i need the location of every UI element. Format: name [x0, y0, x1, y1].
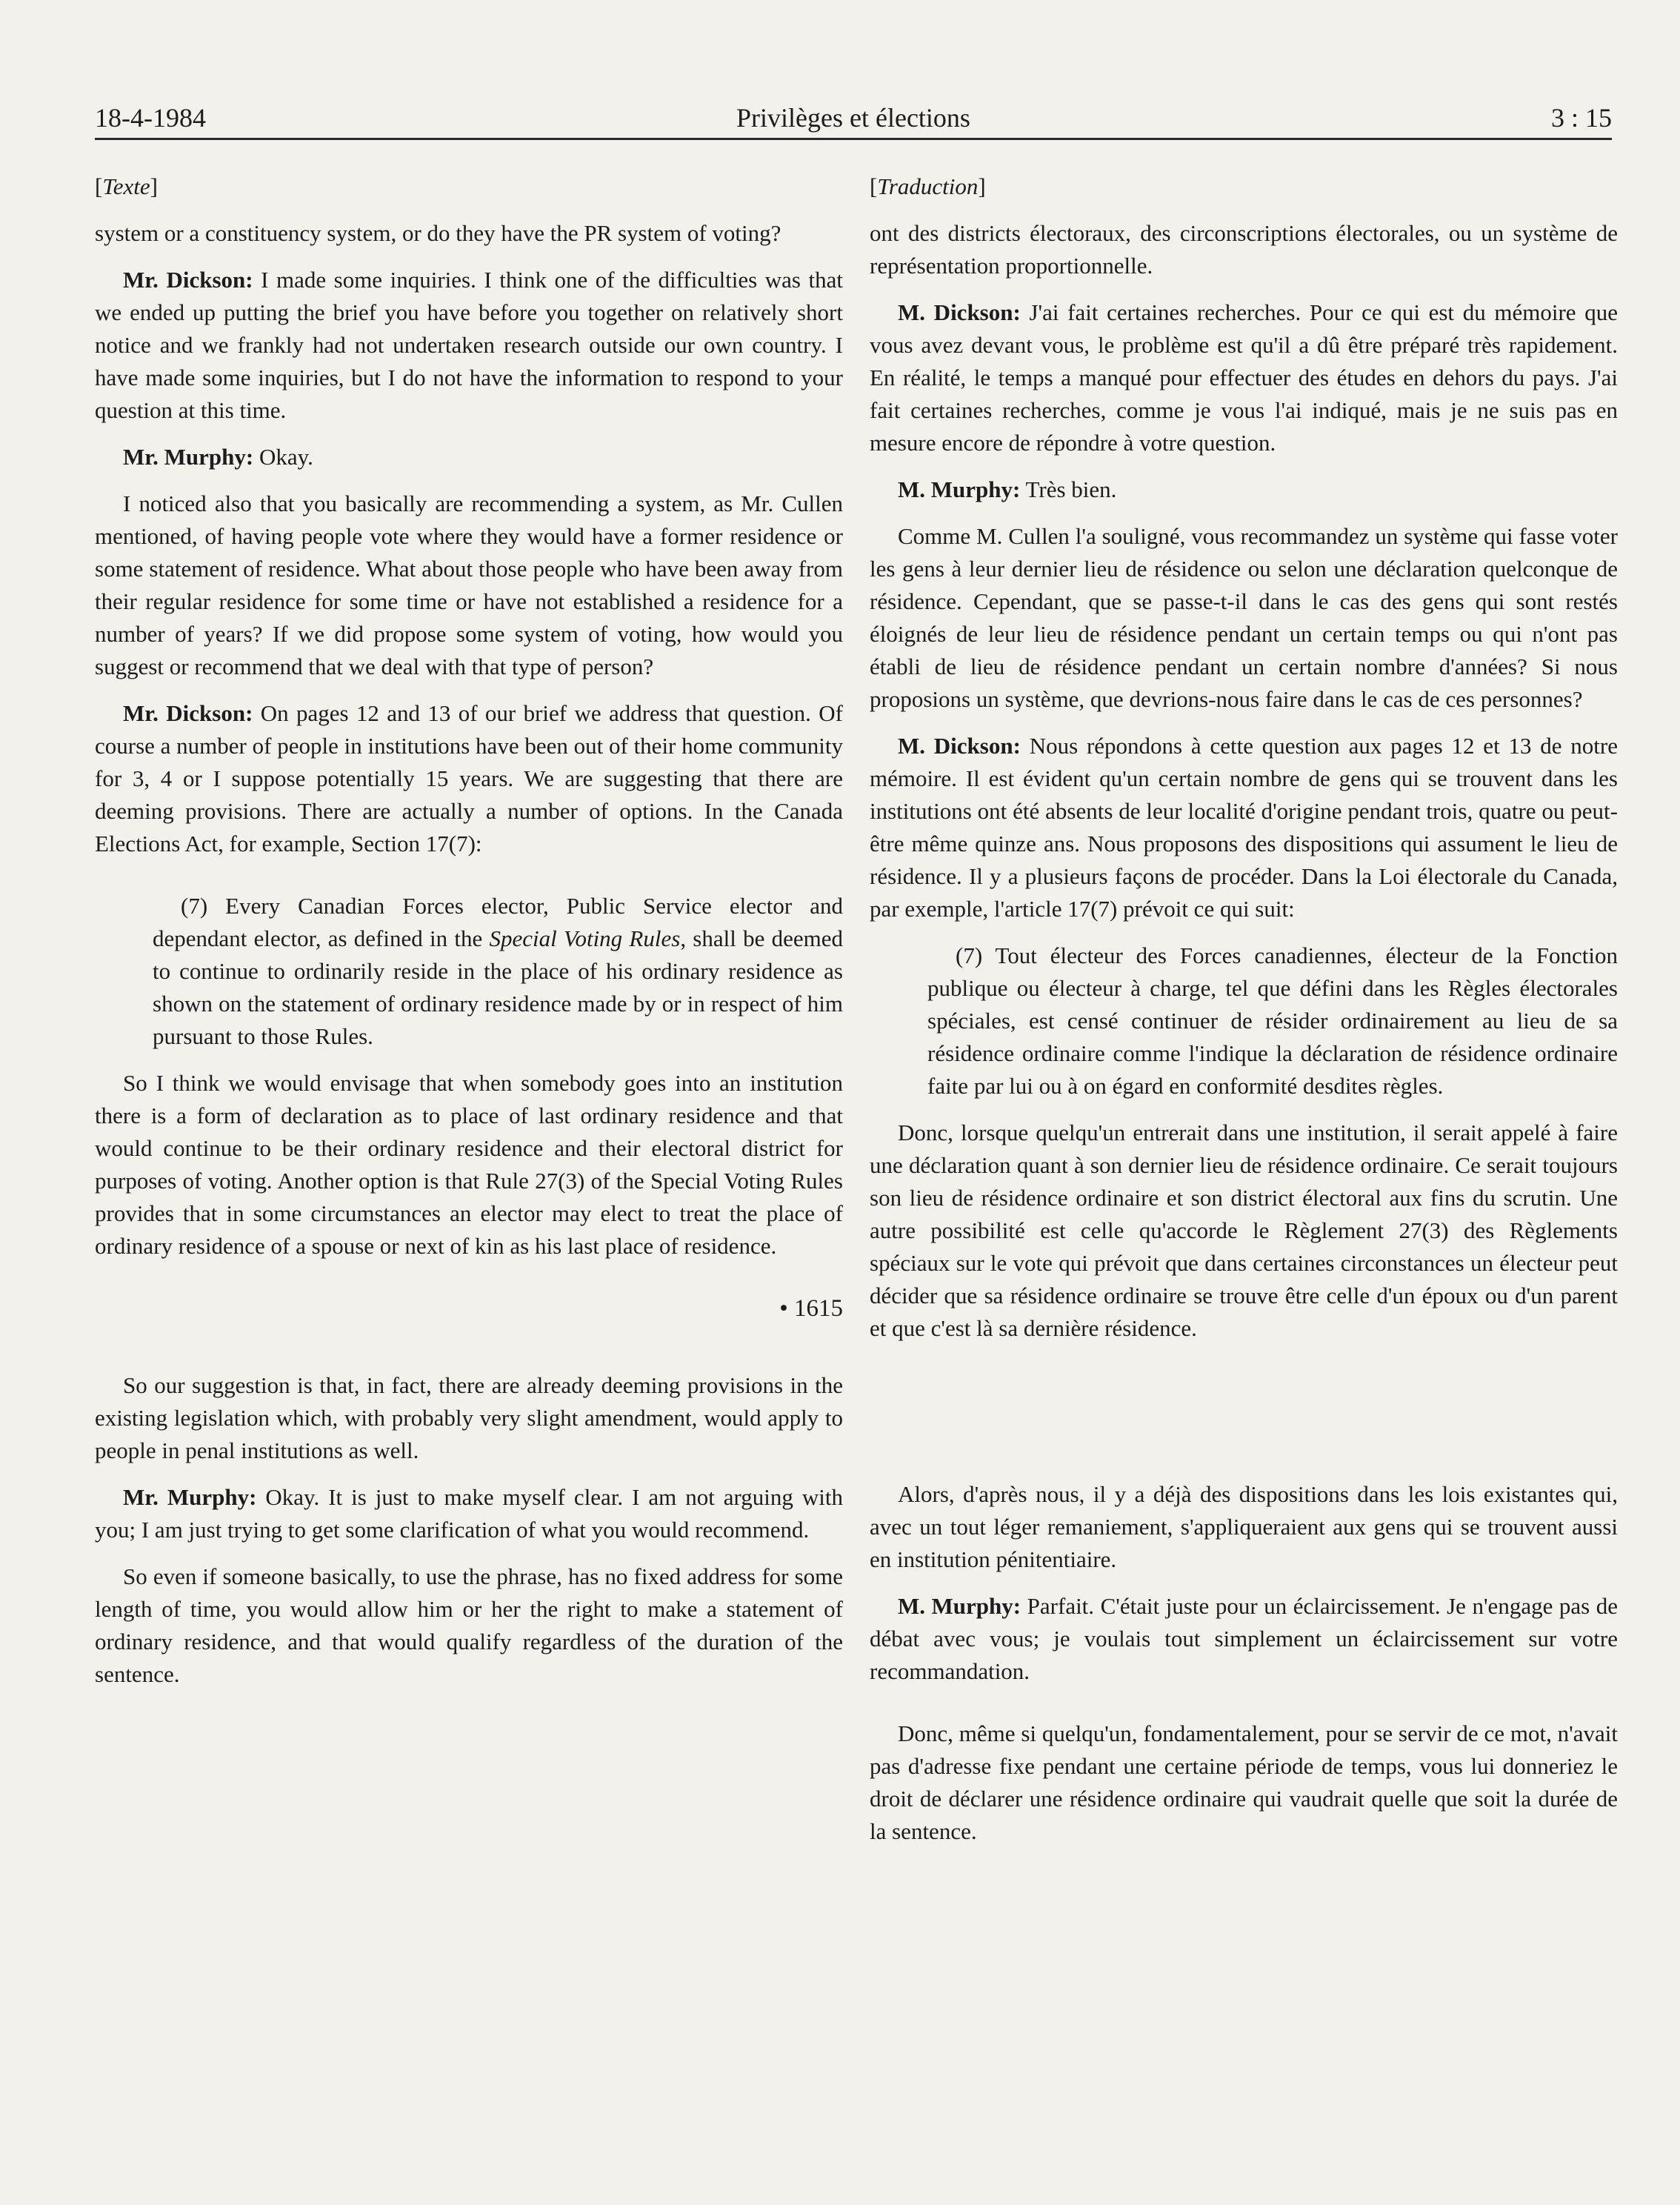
speaker-paragraph: Mr. Dickson: I made some inquiries. I think one of the difficulties was that we ended up putting the brief you have before you together on relatively short notice and we frankly had not undertaken research outside our own country. I have made some inquiries, but I do not have the information to respond to your question at this time. [95, 267, 843, 423]
header-date: 18-4-1984 [95, 103, 206, 133]
right-column-french [870, 170, 1618, 2171]
paragraph: Alors, d'après nous, il y a déjà des dispositions dans les lois existantes qui, avec un tout léger remaniement, s'appliqueraient aux gens qui se trouvent aussi en institution pénitentiaire. [870, 1481, 1618, 1572]
speaker-name: M. Murphy: [898, 476, 1021, 502]
speaker-paragraph: Mr. Dickson: On pages 12 and 13 of our brief we address that question. Of course a number of people in institutions have been out of their home community for 3, 4 or I suppose potentially 15 years. We are suggesting that there are deeming provisions. There are actually a number of options. In the Canada Elections Act, for example, Section 17(7): [95, 700, 843, 857]
speaker-name: Mr. Dickson: [123, 700, 253, 726]
paragraph: So our suggestion is that, in fact, there are already deeming provisions in the existing legislation which, with probably very slight amendment, would apply to people in penal institutions as well. [95, 1372, 843, 1463]
speaker-name: Mr. Murphy: [123, 444, 254, 470]
speaker-name: M. Murphy: [898, 1593, 1021, 1619]
speaker-name: Mr. Murphy: [123, 1484, 257, 1510]
speaker-paragraph: M. Dickson: J'ai fait certaines recherches. Pour ce qui est du mémoire que vous avez devant vous, le problème est qu'il a dû être préparé très rapidement. En réalité, le temps a manqué pour effectuer des études en dehors du pays. J'ai fait certaines recherches, comme je vous l'ai indiqué, mais je ne suis pas en mesure encore de répondre à votre question. [870, 299, 1618, 456]
paragraph: system or a constituency system, or do they have the PR system of voting? [95, 220, 781, 246]
section-tag: [Texte] [95, 173, 158, 199]
speaker-name: M. Dickson: [898, 733, 1021, 759]
section-tag: [Traduction] [870, 173, 986, 199]
speaker-paragraph: Mr. Murphy: Okay. It is just to make myself clear. I am not arguing with you; I am just trying to get some clarification of what you would recommend. [95, 1484, 843, 1543]
header-title: Privilèges et élections [736, 103, 970, 133]
speaker-paragraph: M. Dickson: Nous répondons à cette question aux pages 12 et 13 de notre mémoire. Il est évident qu'un certain nombre de gens qui se trouvent dans les institutions ont été absents de leur localité d'origine pendant trois, quatre ou peut-être même quinze ans. Nous proposons des dispositions qui assument le lieu de résidence. Il y a plusieurs façons de procéder. Dans la Loi électorale du Canada, par exemple, l'article 17(7) prévoit ce qui suit: [870, 733, 1618, 922]
speaker-name: Mr. Dickson: [123, 267, 253, 293]
speaker-paragraph: M. Murphy: Très bien. [898, 476, 1117, 502]
paragraph: So I think we would envisage that when somebody goes into an institution there is a form of declaration as to place of last ordinary residence and that would continue to be their ordinary residence and their electoral district for purposes of voting. Another option is that Rule 27(3) of the Special Voting Rules provides that in some circumstances an elector may elect to treat the place of ordinary residence of a spouse or next of kin as his last place of residence. [95, 1070, 843, 1259]
header-page-number: 3 : 15 [1550, 103, 1612, 133]
left-column-english [95, 170, 843, 2171]
speaker-name: M. Dickson: [898, 299, 1021, 325]
time-marker: • 1615 [779, 1295, 843, 1322]
legal-quote: (7) Tout électeur des Forces canadiennes, électeur de la Fonction publique ou électeur à charge, tel que défini dans les Règles électorales spéciales, est censé continuer de résider ordinairement au lieu de sa résidence ordinaire comme l'indique la déclaration de résidence ordinaire faite par lui ou à on égard en conformité desdites règles. [927, 942, 1618, 1099]
speaker-paragraph: M. Murphy: Parfait. C'était juste pour un éclaircissement. Je n'engage pas de débat avec vous; je voulais tout simplement un éclaircissement sur votre recommandation. [870, 1593, 1618, 1684]
paragraph: Donc, lorsque quelqu'un entrerait dans une institution, il serait appelé à faire une déclaration quant à son dernier lieu de résidence ordinaire. Ce serait toujours son lieu de résidence ordinaire et son district électoral aux fins du scrutin. Une autre possibilité est celle qu'accorde le Règlement 27(3) des Règlements spéciaux sur le vote qui prévoit que dans certaines circonstances un électeur peut décider que sa résidence ordinaire se trouve être celle d'un époux ou d'un parent et que c'est là sa dernière résidence. [870, 1120, 1618, 1341]
speaker-paragraph: Mr. Murphy: Okay. [123, 444, 313, 470]
paragraph: So even if someone basically, to use the phrase, has no fixed address for some length of time, you would allow him or her the right to make a statement of ordinary residence, and that would qualify regardless of the duration of the sentence. [95, 1563, 843, 1687]
page-header [95, 93, 1612, 140]
legal-quote: (7) Every Canadian Forces elector, Public Service elector and dependant elector, as defined in the Special Voting Rules, shall be deemed to continue to ordinarily reside in the place of his ordinary residence as shown on the statement of ordinary residence made by or in respect of him pursuant to those Rules. [153, 893, 843, 1049]
paragraph: ont des districts électoraux, des circonscriptions électorales, ou un système de représentation proportionnelle. [870, 220, 1618, 279]
paragraph: I noticed also that you basically are recommending a system, as Mr. Cullen mentioned, of having people vote where they would have a former residence or some statement of residence. What about those people who have been away from their regular residence for some time or have not established a residence for a number of years? If we did propose some system of voting, how would you suggest or recommend that we deal with that type of person? [95, 490, 843, 679]
paragraph: Comme M. Cullen l'a souligné, vous recommandez un système qui fasse voter les gens à leur dernier lieu de résidence ou selon une déclaration quelconque de résidence. Cependant, que se passe-t-il dans le cas des gens qui sont restés éloignés de leur lieu de résidence pendant un certain temps ou qui n'ont pas établi de lieu de résidence pendant un certain nombre d'années? Si nous proposions un système, que devrions-nous faire dans le cas de ces personnes? [870, 523, 1618, 712]
paragraph: Donc, même si quelqu'un, fondamentalement, pour se servir de ce mot, n'avait pas d'adresse fixe pendant une certaine période de temps, vous lui donneriez le droit de déclarer une résidence ordinaire qui vaudrait quelle que soit la durée de la sentence. [870, 1720, 1618, 1844]
